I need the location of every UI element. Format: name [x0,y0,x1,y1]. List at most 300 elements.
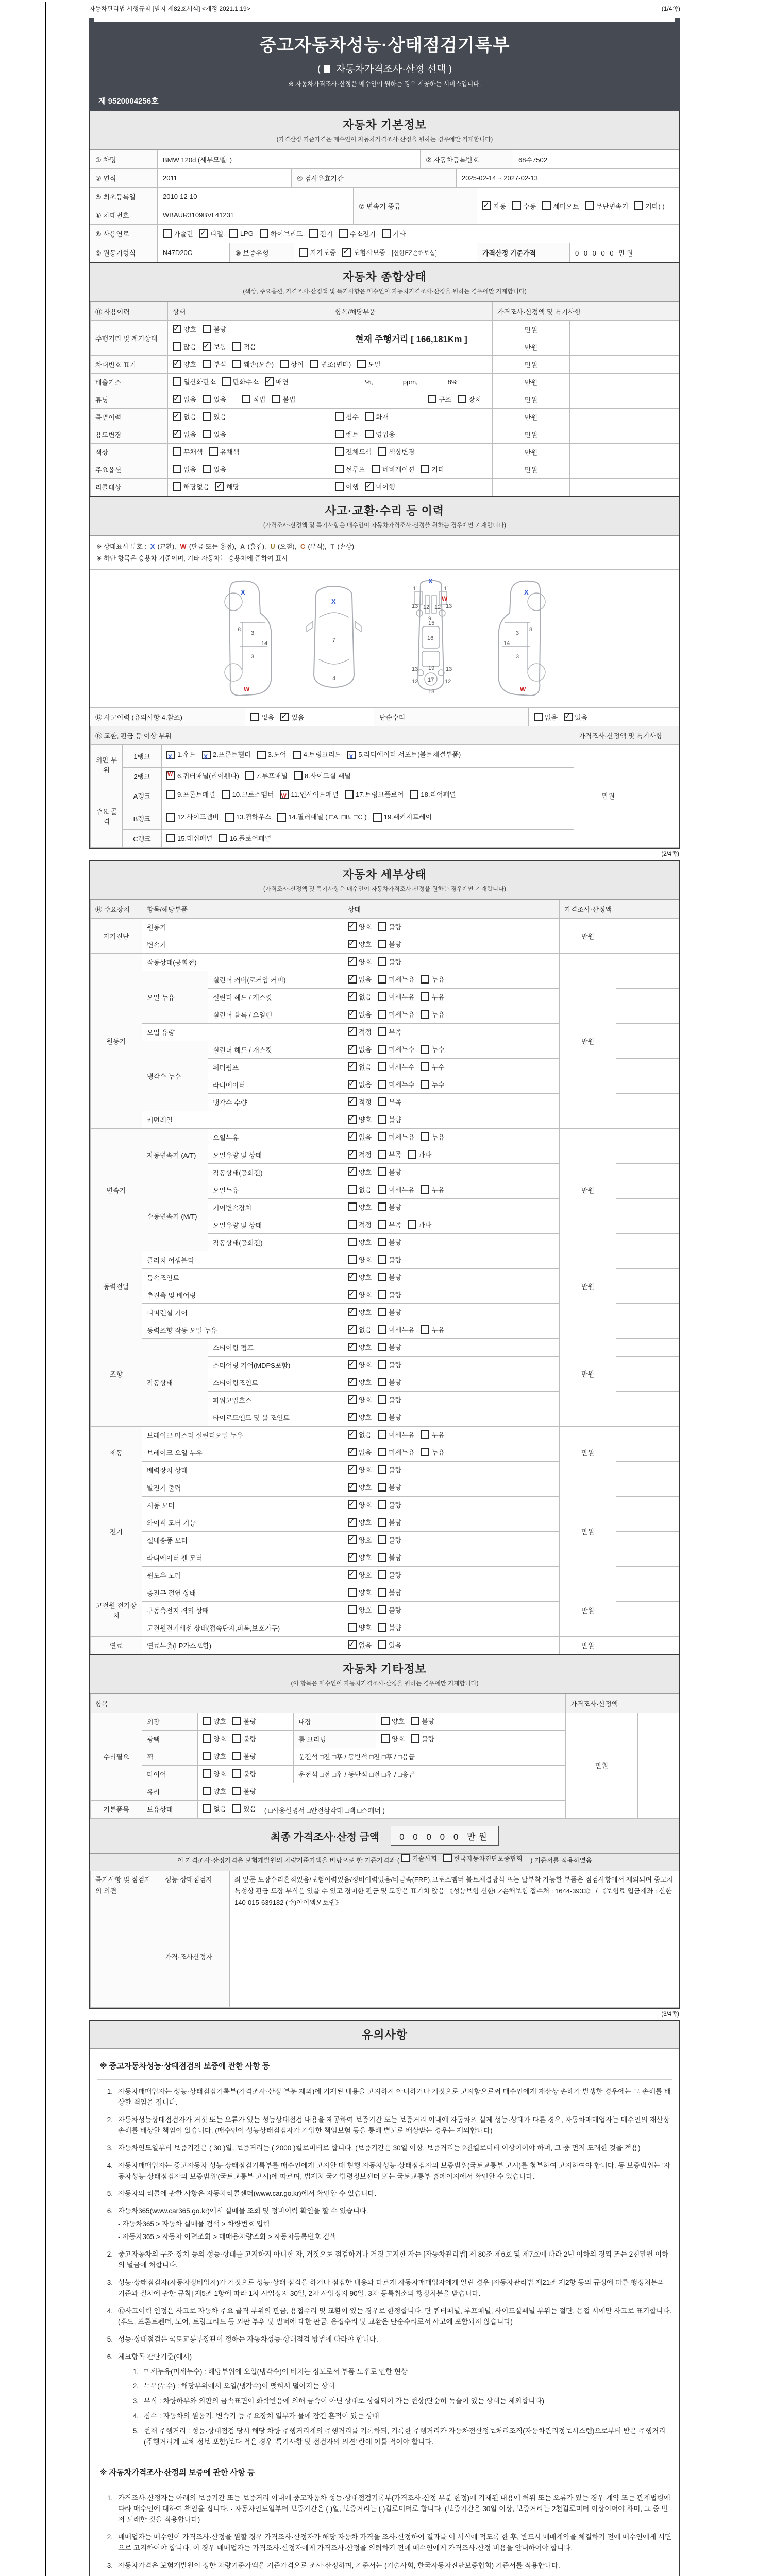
checkbox-item[interactable] [348,1605,372,1615]
checkbox-icon[interactable] [378,1343,386,1351]
checkbox-icon[interactable] [378,1273,386,1281]
checkbox-icon[interactable] [348,1430,357,1439]
checkbox-icon[interactable] [348,957,357,966]
checkbox-icon[interactable] [348,1202,357,1211]
checkbox-icon[interactable] [348,1097,357,1106]
checkbox-item[interactable] [378,992,414,1002]
car-diagram-right-side[interactable] [494,577,556,699]
checkbox-icon[interactable] [219,834,227,842]
checkbox-item[interactable] [348,1079,372,1089]
checkbox-icon[interactable] [365,482,374,491]
checkbox-icon[interactable] [378,1535,386,1544]
checkbox-icon[interactable] [378,1570,386,1579]
checkbox-item[interactable] [378,974,414,984]
checkbox-item[interactable] [348,1482,372,1492]
checkbox-item[interactable] [378,1640,401,1650]
checkbox-icon[interactable] [421,1185,429,1194]
checkbox-icon[interactable] [378,1010,386,1019]
checkbox-icon[interactable] [348,1588,357,1597]
checkbox-icon[interactable] [378,1202,386,1211]
checkbox-item[interactable] [348,1395,372,1404]
checkbox-icon[interactable] [348,1238,357,1246]
checkbox-item[interactable] [381,1716,405,1726]
checkbox-item[interactable] [348,1430,372,1439]
checkbox-icon[interactable] [378,1413,386,1421]
checkbox-item[interactable] [173,429,196,439]
checkbox-icon[interactable] [378,992,386,1001]
checkbox-icon[interactable] [245,771,254,780]
checkbox-icon[interactable] [421,1045,429,1054]
checkbox-icon[interactable] [378,1238,386,1246]
checkbox-item[interactable] [348,1535,372,1545]
checkbox-icon[interactable] [209,447,218,456]
checkbox-icon[interactable] [378,1062,386,1071]
checkbox-icon[interactable] [378,922,386,931]
checkbox-item[interactable] [242,394,265,404]
checkbox-icon[interactable] [382,229,391,238]
checkbox-icon[interactable] [265,377,274,386]
checkbox-icon[interactable] [348,1325,357,1334]
checkbox-icon[interactable] [203,395,211,403]
checkbox-item[interactable] [203,394,226,404]
checkbox-item[interactable] [421,1044,444,1054]
checkbox-icon[interactable] [203,360,211,368]
checkbox-item[interactable] [378,1132,414,1142]
checkbox-icon[interactable] [339,229,348,238]
checkbox-item[interactable] [260,229,303,239]
checkbox-item[interactable] [348,1552,372,1562]
checkbox-icon[interactable] [378,1308,386,1316]
checkbox-icon[interactable] [408,1220,416,1229]
checkbox-item[interactable] [309,229,333,239]
checkbox-item[interactable] [378,1500,401,1510]
checkbox-item[interactable] [348,1272,372,1282]
checkbox-item[interactable] [339,229,376,239]
checkbox-item[interactable] [348,1184,372,1194]
checkbox-icon[interactable] [378,1553,386,1562]
x-mark-checkbox-icon[interactable] [347,751,356,759]
checkbox-icon[interactable] [257,751,266,759]
checkbox-icon[interactable] [232,1804,241,1813]
checkbox-icon[interactable] [365,430,374,438]
checkbox-icon[interactable] [378,1290,386,1299]
checkbox-icon[interactable] [203,430,211,438]
checkbox-item[interactable] [348,1325,372,1334]
checkbox-item[interactable] [378,1605,401,1615]
checkbox-item[interactable] [348,1377,372,1387]
checkbox-item[interactable] [232,1769,256,1778]
checkbox-item[interactable] [348,1044,372,1054]
checkbox-icon[interactable] [294,771,303,780]
checkbox-icon[interactable] [357,360,366,368]
checkbox-item[interactable] [382,229,406,239]
checkbox-icon[interactable] [458,395,466,403]
checkbox-icon[interactable] [381,1734,390,1743]
checkbox-item[interactable] [482,201,506,211]
checkbox-item[interactable] [203,1769,226,1778]
checkbox-icon[interactable] [215,482,224,491]
checkbox-icon[interactable] [335,412,344,421]
checkbox-item[interactable] [299,247,336,257]
checkbox-item[interactable] [347,748,461,761]
checkbox-icon[interactable] [335,447,344,456]
checkbox-item[interactable] [378,1290,401,1299]
checkbox-icon[interactable] [348,1378,357,1386]
checkbox-icon[interactable] [250,713,259,721]
checkbox-item[interactable] [348,1447,372,1457]
checkbox-icon[interactable] [348,1343,357,1351]
checkbox-icon[interactable] [203,342,211,351]
checkbox-item[interactable] [173,359,196,369]
checkbox-icon[interactable] [348,1220,357,1229]
checkbox-item[interactable] [348,974,372,984]
checkbox-item[interactable] [348,922,372,931]
checkbox-icon[interactable] [166,813,175,822]
checkbox-icon[interactable] [564,713,573,721]
checkbox-icon[interactable] [348,1413,357,1421]
checkbox-item[interactable] [378,1044,414,1054]
w-mark-checkbox-icon[interactable] [280,790,289,799]
checkbox-icon[interactable] [410,790,418,799]
checkbox-item[interactable] [378,1342,401,1352]
checkbox-icon[interactable] [203,325,211,333]
checkbox-item[interactable] [378,1079,414,1089]
basic-items-list[interactable]: ( □사용설명서 □안전삼각대 □잭 □스패너 ) [264,1806,385,1815]
checkbox-item[interactable] [348,1149,372,1159]
checkbox-icon[interactable] [348,1167,357,1176]
checkbox-item[interactable] [232,1734,256,1743]
checkbox-icon[interactable] [348,1465,357,1474]
checkbox-icon[interactable] [421,1062,429,1071]
checkbox-item[interactable] [421,1430,444,1439]
checkbox-icon[interactable] [378,1185,386,1194]
checkbox-icon[interactable] [348,1115,357,1124]
checkbox-icon[interactable] [373,813,382,822]
checkbox-item[interactable] [294,771,351,781]
checkbox-icon[interactable] [222,377,231,386]
checkbox-icon[interactable] [378,1500,386,1509]
checkbox-item[interactable] [443,1854,523,1863]
wheel-detail[interactable]: 운전석 □전 □후 / 동반석 □전 □후 / □응급 [294,1748,566,1765]
checkbox-icon[interactable] [348,1518,357,1527]
checkbox-icon[interactable] [378,1430,386,1439]
checkbox-item[interactable] [173,412,196,421]
checkbox-icon[interactable] [203,412,211,421]
checkbox-icon[interactable] [260,229,268,238]
checkbox-item[interactable] [173,447,203,456]
checkbox-item[interactable] [421,992,444,1002]
checkbox-icon[interactable] [348,940,357,948]
checkbox-item[interactable] [378,1219,401,1229]
checkbox-icon[interactable] [348,1500,357,1509]
x-mark-checkbox-icon[interactable] [166,751,175,759]
checkbox-item[interactable] [348,1167,372,1177]
checkbox-item[interactable] [173,482,209,492]
checkbox-item[interactable] [232,1716,256,1726]
checkbox-icon[interactable] [173,360,181,368]
checkbox-item[interactable] [348,1622,372,1632]
checkbox-item[interactable] [209,447,240,456]
checkbox-icon[interactable] [365,412,374,421]
checkbox-icon[interactable] [348,1605,357,1614]
checkbox-icon[interactable] [378,1623,386,1632]
w-mark-checkbox-icon[interactable] [166,771,175,780]
checkbox-icon[interactable] [378,1378,386,1386]
car-diagram-underbody[interactable] [392,577,469,699]
checkbox-icon[interactable] [542,201,551,210]
checkbox-item[interactable] [348,1412,372,1422]
checkbox-item[interactable] [378,1360,401,1369]
checkbox-icon[interactable] [348,1623,357,1632]
checkbox-icon[interactable] [348,1290,357,1299]
checkbox-item[interactable] [173,342,196,351]
checkbox-item[interactable] [348,992,372,1002]
checkbox-item[interactable] [401,1854,437,1863]
checkbox-item[interactable] [202,748,251,761]
checkbox-item[interactable] [348,1290,372,1299]
checkbox-icon[interactable] [222,790,230,799]
checkbox-item[interactable] [265,377,289,386]
checkbox-icon[interactable] [229,229,238,238]
checkbox-item[interactable] [219,833,271,843]
checkbox-item[interactable] [373,810,432,824]
checkbox-icon[interactable] [378,1115,386,1124]
checkbox-icon[interactable] [280,713,289,721]
checkbox-icon[interactable] [348,1132,357,1141]
checkbox-item[interactable] [564,712,587,722]
checkbox-icon[interactable] [232,1769,241,1778]
checkbox-item[interactable] [411,1716,434,1726]
checkbox-item[interactable] [378,1517,401,1527]
checkbox-item[interactable] [257,748,287,761]
checkbox-item[interactable] [232,342,256,351]
checkbox-icon[interactable] [378,1518,386,1527]
checkbox-icon[interactable] [421,992,429,1001]
checkbox-icon[interactable] [203,1752,211,1760]
checkbox-icon[interactable] [232,360,241,368]
tire-detail[interactable]: 운전석 □전 □후 / 동반석 □전 □후 / □응급 [294,1765,566,1783]
checkbox-icon[interactable] [378,1640,386,1649]
checkbox-icon[interactable] [378,975,386,984]
checkbox-icon[interactable] [348,1395,357,1404]
checkbox-icon[interactable] [348,1027,357,1036]
checkbox-icon[interactable] [378,1132,386,1141]
checkbox-item[interactable] [166,771,239,781]
checkbox-item[interactable] [245,771,288,781]
checkbox-item[interactable] [232,1804,256,1814]
checkbox-item[interactable] [348,1009,372,1019]
checkbox-icon[interactable] [242,395,250,403]
checkbox-item[interactable] [378,1325,414,1334]
checkbox-item[interactable] [348,1587,372,1597]
checkbox-icon[interactable] [203,1787,211,1795]
checkbox-item[interactable] [378,1377,401,1387]
checkbox-icon[interactable] [381,1717,390,1725]
checkbox-icon[interactable] [348,1308,357,1316]
checkbox-icon[interactable] [378,1027,386,1036]
checkbox-item[interactable] [348,1465,372,1475]
checkbox-item[interactable] [634,201,664,211]
checkbox-item[interactable] [199,229,223,239]
checkbox-item[interactable] [512,201,536,211]
checkbox-item[interactable] [378,1622,401,1632]
checkbox-icon[interactable] [173,447,181,456]
checkbox-icon[interactable] [378,1080,386,1089]
checkbox-item[interactable] [378,1552,401,1562]
checkbox-icon[interactable] [173,412,181,421]
checkbox-item[interactable] [378,1184,414,1194]
checkbox-icon[interactable] [280,360,289,368]
checkbox-item[interactable] [421,1184,444,1194]
checkbox-icon[interactable] [335,465,344,473]
checkbox-icon[interactable] [421,1448,429,1456]
checkbox-item[interactable] [378,1465,401,1475]
checkbox-icon[interactable] [421,1080,429,1089]
selected-box-icon[interactable] [324,65,330,73]
checkbox-item[interactable] [378,447,414,456]
checkbox-item[interactable] [335,447,372,456]
checkbox-item[interactable] [335,482,359,492]
checkbox-item[interactable] [421,1062,444,1072]
checkbox-item[interactable] [348,1097,372,1107]
checkbox-icon[interactable] [378,1605,386,1614]
checkbox-icon[interactable] [173,482,181,491]
checkbox-icon[interactable] [166,790,175,799]
checkbox-icon[interactable] [348,1448,357,1456]
checkbox-icon[interactable] [348,1273,357,1281]
checkbox-item[interactable] [232,359,274,369]
checkbox-item[interactable] [348,1255,372,1264]
checkbox-item[interactable] [365,482,395,492]
checkbox-item[interactable] [335,429,359,439]
checkbox-icon[interactable] [372,465,380,473]
checkbox-icon[interactable] [203,1717,211,1725]
checkbox-icon[interactable] [203,1804,211,1813]
checkbox-icon[interactable] [335,430,344,438]
checkbox-item[interactable] [203,359,226,369]
checkbox-item[interactable] [378,1009,414,1019]
checkbox-item[interactable] [222,377,259,386]
checkbox-item[interactable] [280,712,304,722]
checkbox-icon[interactable] [378,447,386,456]
checkbox-item[interactable] [378,1570,401,1580]
checkbox-item[interactable] [348,1342,372,1352]
checkbox-item[interactable] [378,1307,401,1317]
checkbox-item[interactable] [365,412,389,421]
checkbox-icon[interactable] [203,1734,211,1743]
checkbox-icon[interactable] [348,922,357,931]
checkbox-icon[interactable] [401,1854,410,1862]
checkbox-icon[interactable] [232,1787,241,1795]
checkbox-icon[interactable] [348,992,357,1001]
checkbox-item[interactable] [421,464,444,474]
checkbox-item[interactable] [203,342,226,351]
checkbox-icon[interactable] [348,1080,357,1089]
checkbox-icon[interactable] [348,1360,357,1369]
checkbox-icon[interactable] [428,395,436,403]
checkbox-icon[interactable] [378,1395,386,1404]
checkbox-item[interactable] [378,1149,401,1159]
checkbox-item[interactable] [280,788,339,802]
checkbox-icon[interactable] [378,1360,386,1369]
checkbox-icon[interactable] [378,1097,386,1106]
checkbox-icon[interactable] [348,1150,357,1159]
checkbox-item[interactable] [203,1716,226,1726]
checkbox-icon[interactable] [173,465,181,473]
checkbox-icon[interactable] [173,342,181,351]
checkbox-item[interactable] [215,482,239,492]
checkbox-icon[interactable] [225,813,234,822]
checkbox-item[interactable] [232,1751,256,1761]
checkbox-item[interactable] [348,1202,372,1212]
checkbox-icon[interactable] [482,201,491,210]
checkbox-item[interactable] [421,1447,444,1457]
checkbox-icon[interactable] [378,1465,386,1474]
checkbox-icon[interactable] [293,751,301,759]
checkbox-item[interactable] [378,1167,401,1177]
checkbox-icon[interactable] [585,201,594,210]
checkbox-item[interactable] [378,1395,401,1404]
checkbox-icon[interactable] [421,465,429,473]
x-mark-checkbox-icon[interactable] [202,751,211,759]
checkbox-item[interactable] [378,1587,401,1597]
checkbox-icon[interactable] [166,834,175,842]
checkbox-icon[interactable] [421,1132,429,1141]
checkbox-icon[interactable] [378,1150,386,1159]
checkbox-icon[interactable] [378,1167,386,1176]
checkbox-item[interactable] [378,1062,414,1072]
checkbox-icon[interactable] [634,201,643,210]
checkbox-item[interactable] [428,394,451,404]
checkbox-item[interactable] [378,1114,401,1124]
checkbox-item[interactable] [348,1360,372,1369]
checkbox-item[interactable] [203,1804,226,1814]
checkbox-icon[interactable] [342,248,351,257]
checkbox-item[interactable] [348,1570,372,1580]
checkbox-item[interactable] [173,377,216,386]
checkbox-item[interactable] [203,412,226,421]
checkbox-icon[interactable] [348,1570,357,1579]
checkbox-icon[interactable] [348,1062,357,1071]
checkbox-item[interactable] [378,922,401,931]
checkbox-item[interactable] [381,1734,405,1743]
checkbox-icon[interactable] [378,1448,386,1456]
checkbox-item[interactable] [408,1149,431,1159]
checkbox-item[interactable] [421,1132,444,1142]
checkbox-item[interactable] [173,394,196,404]
checkbox-item[interactable] [378,1097,401,1107]
checkbox-item[interactable] [232,1786,256,1796]
checkbox-icon[interactable] [173,377,181,386]
checkbox-icon[interactable] [232,1752,241,1760]
checkbox-icon[interactable] [411,1717,419,1725]
checkbox-icon[interactable] [309,229,318,238]
checkbox-icon[interactable] [443,1854,452,1862]
checkbox-icon[interactable] [310,360,318,368]
checkbox-item[interactable] [335,412,359,421]
checkbox-icon[interactable] [163,229,172,238]
checkbox-item[interactable] [166,810,219,824]
checkbox-item[interactable] [203,324,226,334]
checkbox-item[interactable] [250,712,274,722]
checkbox-icon[interactable] [345,790,354,799]
checkbox-icon[interactable] [348,1255,357,1264]
checkbox-item[interactable] [421,1325,444,1334]
checkbox-item[interactable] [421,1079,444,1089]
checkbox-icon[interactable] [378,1325,386,1334]
checkbox-icon[interactable] [299,248,308,257]
checkbox-item[interactable] [421,974,444,984]
